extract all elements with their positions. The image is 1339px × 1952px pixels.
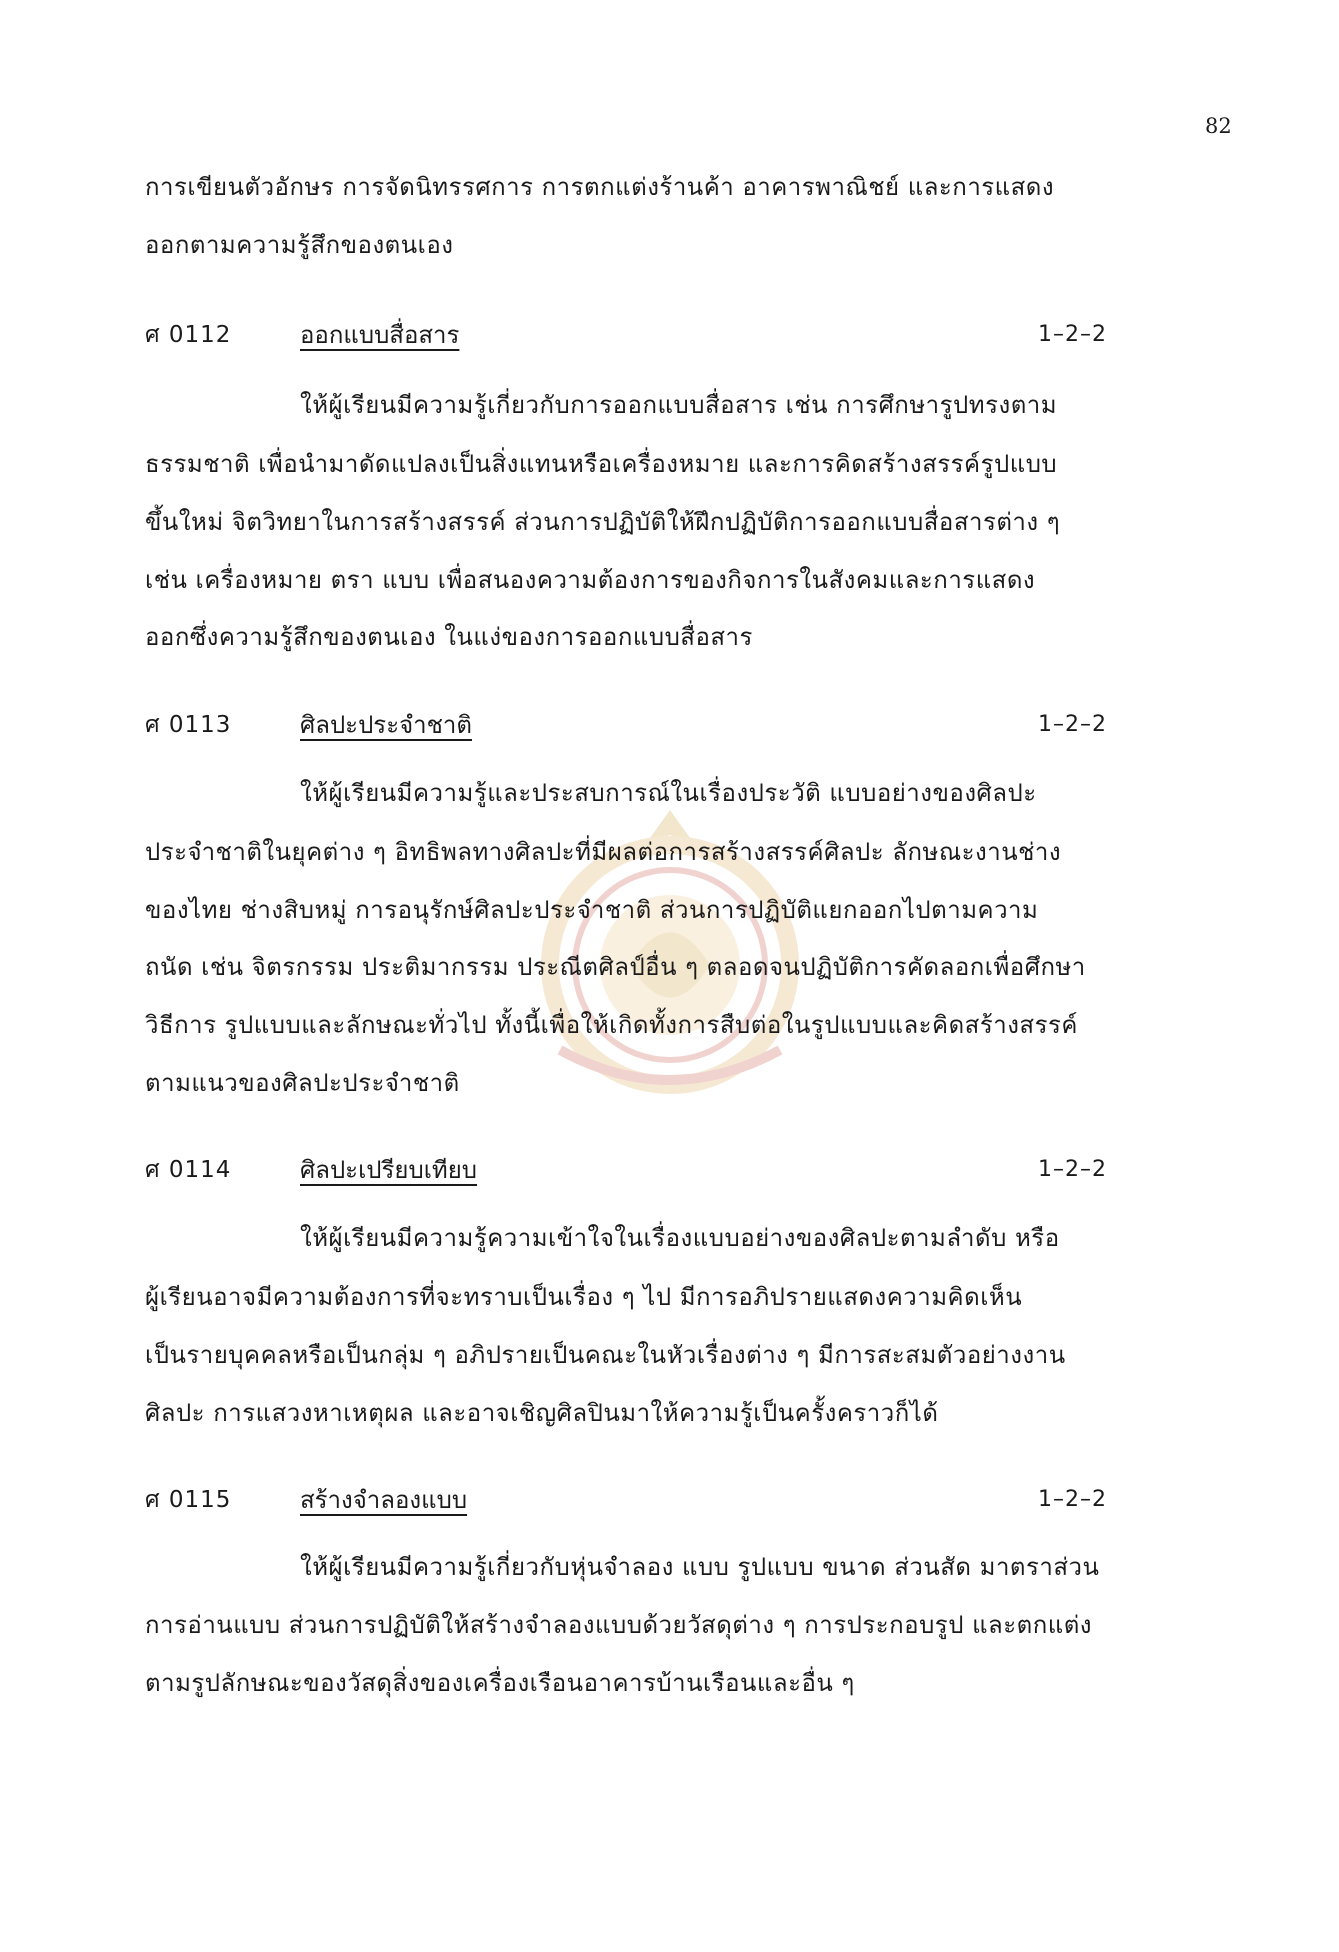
intro-line: การเขียนตัวอักษร การจัดนิทรรศการ การตกแต่งร้านค้า อาคารพาณิชย์ และการแสดง [145,173,1055,201]
course-code: ศ 0114 [145,1157,232,1183]
course-description-line: ให้ผู้เรียนมีความรู้เกี่ยวกับหุ่นจำลอง แบบ รูปแบบ ขนาด ส่วนสัด มาตราส่วน [300,1553,1100,1581]
course-credit: 1–2–2 [1038,322,1107,347]
course-description-line: ตามแนวของศิลปะประจำชาติ [145,1069,460,1097]
course-credit: 1–2–2 [1038,1487,1107,1512]
course-title: ศิลปะเปรียบเทียบ [300,1156,478,1184]
course-description-line: ถนัด เช่น จิตรกรรม ประติมากรรม ประณีตศิลป์อื่น ๆ ตลอดจนปฏิบัติการคัดลอกเพื่อศึกษา [145,953,1086,981]
course-title: ศิลปะประจำชาติ [300,711,472,739]
course-description-line: ให้ผู้เรียนมีความรู้และประสบการณ์ในเรื่องประวัติ แบบอย่างของศิลปะ [300,779,1037,807]
course-description-line: ตามรูปลักษณะของวัสดุสิ่งของเครื่องเรือนอาคารบ้านเรือนและอื่น ๆ [145,1669,855,1697]
course-description-line: การอ่านแบบ ส่วนการปฏิบัติให้สร้างจำลองแบบด้วยวัสดุต่าง ๆ การประกอบรูป และตกแต่ง [145,1611,1093,1639]
course-description-line: ผู้เรียนอาจมีความต้องการที่จะทราบเป็นเรื่อง ๆ ไป มีการอภิปรายแสดงความคิดเห็น [145,1283,1023,1311]
course-description-line: ออกซึ่งความรู้สึกของตนเอง ในแง่ของการออกแบบสื่อสาร [145,623,753,651]
course-title: ออกแบบสื่อสาร [300,321,460,349]
intro-line: ออกตามความรู้สึกของตนเอง [145,231,454,259]
course-description-line: เช่น เครื่องหมาย ตรา แบบ เพื่อสนองความต้องการของกิจการในสังคมและการแสดง [145,566,1036,594]
course-code: ศ 0113 [145,712,232,738]
course-description-line: เป็นรายบุคคลหรือเป็นกลุ่ม ๆ อภิปรายเป็นคณะในหัวเรื่องต่าง ๆ มีการสะสมตัวอย่างงาน [145,1341,1066,1369]
course-credit: 1–2–2 [1038,1157,1107,1182]
page-number: 82 [1205,114,1232,138]
course-description-line: ขึ้นใหม่ จิตวิทยาในการสร้างสรรค์ ส่วนการปฏิบัติให้ฝึกปฏิบัติการออกแบบสื่อสารต่าง ๆ [145,508,1061,536]
course-description-line: ประจำชาติในยุคต่าง ๆ อิทธิพลทางศิลปะที่มีผลต่อการสร้างสรรค์ศิลปะ ลักษณะงานช่าง [145,838,1062,866]
course-title: สร้างจำลองแบบ [300,1486,468,1514]
course-description-line: ให้ผู้เรียนมีความรู้ความเข้าใจในเรื่องแบบอย่างของศิลปะตามลำดับ หรือ [300,1224,1060,1252]
course-description-line: วิธีการ รูปแบบและลักษณะทั่วไป ทั้งนี้เพื่อให้เกิดทั้งการสืบต่อในรูปแบบและคิดสร้างสรรค์ [145,1011,1078,1039]
course-code: ศ 0112 [145,322,232,348]
course-code: ศ 0115 [145,1487,232,1513]
course-credit: 1–2–2 [1038,712,1107,737]
course-description-line: ธรรมชาติ เพื่อนำมาดัดแปลงเป็นสิ่งแทนหรือเครื่องหมาย และการคิดสร้างสรรค์รูปแบบ [145,450,1058,478]
course-description-line: ให้ผู้เรียนมีความรู้เกี่ยวกับการออกแบบสื่อสาร เช่น การศึกษารูปทรงตาม [300,391,1058,419]
course-description-line: ศิลปะ การแสวงหาเหตุผล และอาจเชิญศิลปินมาให้ความรู้เป็นครั้งคราวก็ได้ [145,1399,939,1427]
course-description-line: ของไทย ช่างสิบหมู่ การอนุรักษ์ศิลปะประจำชาติ ส่วนการปฏิบัติแยกออกไปตามความ [145,896,1039,924]
